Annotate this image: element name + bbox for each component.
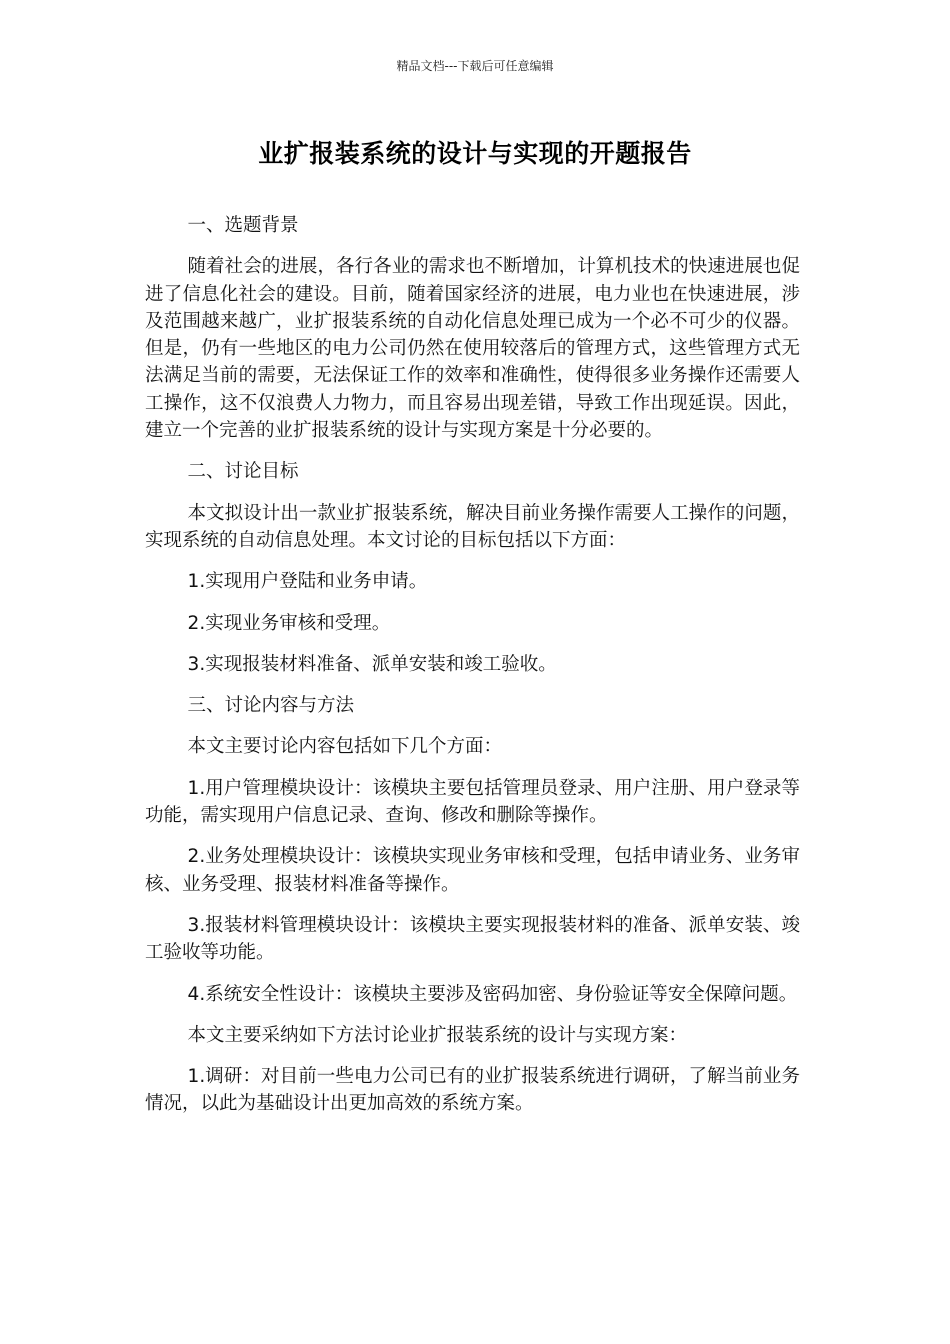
paragraph-methods-intro: 本文主要采纳如下方法讨论业扩报装系统的设计与实现方案： xyxy=(187,1024,688,1046)
paragraph-background: 随着社会的进展，各行各业的需求也不断增加，计算机技术的快速进展也促进了信息化社会的建设。目前，随着国家经济的进展，电力业也在快速进展，涉及范围越来越广，业扩报装系统的自动化信息处理已成为一个必不可少的仪器。但是，仍有一些地区的电力公司仍然在使用较落后的管理方式，这些管理方式无法满足当前的需要，无法保证工作的效率和准确性，使得很多业务操作还需要人工操作，这不仅浪费人力物力，而且容易出现差错，导致工作出现延误。因此，建立一个完善的业扩报装系统的设计与实现方案是十分必要的。 xyxy=(145,256,800,442)
paragraph-goals-intro: 本文拟设计出一款业扩报装系统，解决目前业务操作需要人工操作的问题，实现系统的自动信息处理。本文讨论的目标包括以下方面： xyxy=(145,502,800,551)
content-item-2: 2.业务处理模块设计：该模块实现业务审核和受理，包括申请业务、业务审核、业务受理、报装材料准备等操作。 xyxy=(145,846,800,895)
section-heading-goals: 二、讨论目标 xyxy=(187,461,299,483)
content-item-3: 3.报装材料管理模块设计：该模块主要实现报装材料的准备、派单安装、竣工验收等功能。 xyxy=(145,914,800,964)
goal-item-3: 3.实现报装材料准备、派单安装和竣工验收。 xyxy=(187,653,557,675)
document-body xyxy=(145,212,800,1132)
section-heading-background: 一、选题背景 xyxy=(187,215,299,236)
content-item-4: 4.系统安全性设计：该模块主要涉及密码加密、身份验证等安全保障问题。 xyxy=(187,983,798,1005)
method-item-1: 1.调研：对目前一些电力公司已有的业扩报装系统进行调研，了解当前业务情况，以此为基础设计出更加高效的系统方案。 xyxy=(145,1066,800,1115)
content-item-1: 1.用户管理模块设计：该模块主要包括管理员登录、用户注册、用户登录等功能，需实现用户信息记录、查询、修改和删除等操作。 xyxy=(145,777,800,827)
paragraph-content-intro: 本文主要讨论内容包括如下几个方面： xyxy=(187,736,503,758)
goal-item-1: 1.实现用户登陆和业务申请。 xyxy=(187,571,428,593)
page-header: 精品文档---下载后可任意编辑 xyxy=(396,59,554,73)
document-title: 业扩报装系统的设计与实现的开题报告 xyxy=(258,139,692,168)
section-heading-content-methods: 三、讨论内容与方法 xyxy=(187,695,355,717)
goal-item-2: 2.实现业务审核和受理。 xyxy=(187,612,391,634)
